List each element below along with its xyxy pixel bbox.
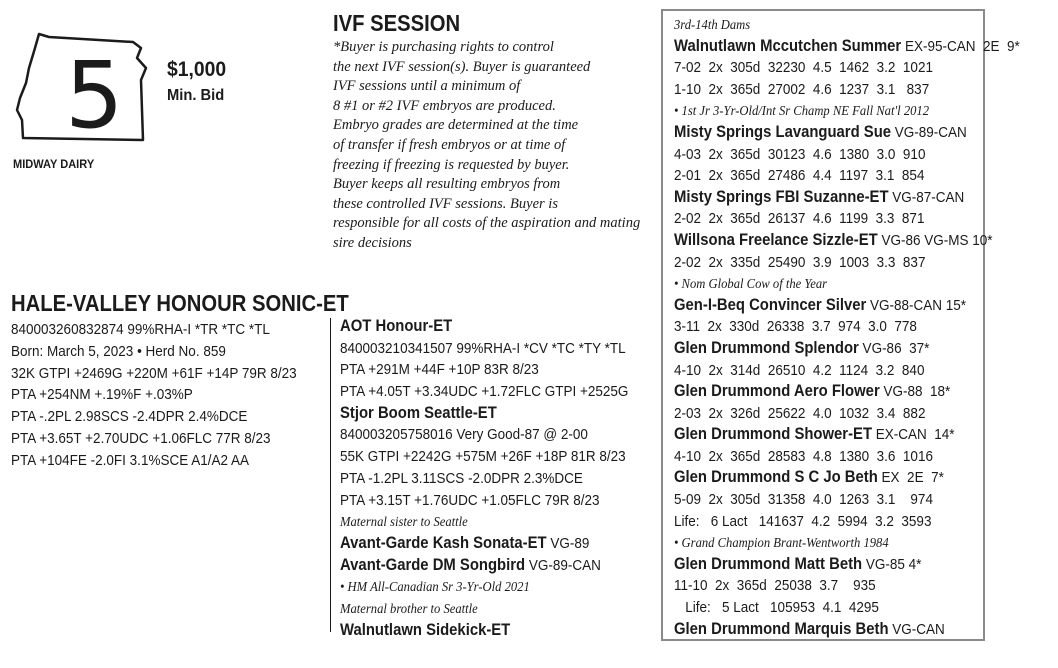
animal-entry-name: Glen Drummond Aero Flower <box>674 382 880 401</box>
record-text: 4-03 2x 365d 30123 4.6 1380 3.0 910 <box>674 145 926 163</box>
ivf-terms-line: Embryo grades are determined at the time <box>333 117 579 134</box>
record-text: 2-03 2x 326d 25622 4.0 1032 3.4 882 <box>674 404 926 422</box>
record-line <box>340 446 628 468</box>
minimum-bid-price: $1,000 <box>167 58 227 81</box>
record-line <box>674 165 1020 187</box>
ivf-terms-line: freezing if freezing is requested by buyer. <box>333 156 570 173</box>
ivf-terms-line: sire decisions <box>333 234 412 251</box>
ivf-terms-line: responsible for all costs of the aspiration and mating <box>333 215 641 232</box>
record-text: 5-09 2x 305d 31358 4.0 1263 3.1 974 <box>674 491 933 509</box>
animal-entry-name: Walnutlawn Sidekick-ET <box>340 620 511 639</box>
animal-entry <box>340 316 628 338</box>
animal-entry <box>674 295 1020 317</box>
record-line <box>340 424 628 446</box>
animal-entry-name: Glen Drummond Marquis Beth <box>674 619 889 638</box>
record-text: PTA +291M +44F +10P 83R 8/23 <box>340 361 539 379</box>
animal-entry-name: Stjor Boom Seattle-ET <box>340 403 497 422</box>
classification-score: VG-89 <box>546 534 590 552</box>
classification-score: EX 2E 7* <box>877 469 944 487</box>
record-text: 4-10 2x 314d 26510 4.2 1124 3.2 840 <box>674 361 925 379</box>
record-text: 4-10 2x 365d 28583 4.8 1380 3.6 1016 <box>674 447 933 465</box>
record-text: 55K GTPI +2242G +575M +26F +18P 81R 8/23 <box>340 448 626 466</box>
pedigree-note <box>674 100 1020 122</box>
record-line <box>674 575 1020 597</box>
pedigree-note <box>674 273 1020 295</box>
record-text: 1-10 2x 365d 27002 4.6 1237 3.1 837 <box>674 80 930 98</box>
animal-entry <box>674 467 1020 489</box>
ivf-terms-line: IVF sessions until a minimum of <box>333 78 521 95</box>
record-line <box>340 338 628 360</box>
animal-entry <box>674 554 1020 576</box>
record-text: Life: 6 Lact 141637 4.2 5994 3.2 3593 <box>674 512 932 530</box>
animal-entry-name: Avant-Garde Kash Sonata-ET <box>340 533 547 552</box>
animal-entry <box>340 555 628 577</box>
record-text: PTA -1.2PL 3.11SCS -2.0DPR 2.3%DCE <box>340 469 583 487</box>
record-line <box>674 208 1020 230</box>
record-text: 2-02 2x 335d 25490 3.9 1003 3.3 837 <box>674 253 926 271</box>
record-line <box>340 468 628 490</box>
record-text: Life: 5 Lact 105953 4.1 4295 <box>674 599 879 617</box>
record-line <box>340 490 628 512</box>
animal-entry <box>340 403 628 425</box>
record-line <box>674 446 1020 468</box>
animal-entry-name: Walnutlawn Mccutchen Summer <box>674 36 902 55</box>
classification-score: VG-88 18* <box>879 383 951 401</box>
record-line <box>674 360 1020 382</box>
classification-score: VG-86 37* <box>858 339 930 357</box>
pedigree-note-text: Maternal brother to Seattle <box>340 601 478 617</box>
record-text: 11-10 2x 365d 25038 3.7 935 <box>674 577 876 595</box>
animal-details <box>11 319 328 472</box>
column-divider <box>330 318 331 632</box>
record-line <box>674 489 1020 511</box>
animal-name: HALE-VALLEY HONOUR SONIC-ET <box>11 290 349 316</box>
animal-entry <box>674 619 1020 641</box>
consignor-name: MIDWAY DAIRY <box>13 157 95 171</box>
record-line <box>674 511 1020 533</box>
classification-score: VG-CAN <box>888 620 945 638</box>
record-text: 3-11 2x 330d 26338 3.7 974 3.0 778 <box>674 318 917 336</box>
record-line <box>674 316 1020 338</box>
record-line <box>340 359 628 381</box>
classification-score: VG-87-CAN <box>888 188 965 206</box>
animal-entry-name: Glen Drummond Shower-ET <box>674 425 873 444</box>
classification-score: VG-88-CAN 15* <box>866 296 967 314</box>
animal-entry <box>340 620 628 642</box>
animal-entry-name: Willsona Freelance Sizzle-ET <box>674 230 878 249</box>
pedigree-note <box>340 511 628 533</box>
record-line <box>674 403 1020 425</box>
record-text: 840003205758016 Very Good-87 @ 2-00 <box>340 426 588 444</box>
classification-score: VG-86 VG-MS 10* <box>877 231 993 249</box>
classification-score: EX-CAN 14* <box>872 426 955 444</box>
animal-entry-name: Glen Drummond Matt Beth <box>674 554 863 573</box>
pedigree-note <box>674 14 1020 36</box>
lot-number: 5 <box>65 42 124 149</box>
animal-detail-line: 32K GTPI +2469G +220M +61F +14P 79R 8/23 <box>11 364 297 382</box>
pedigree-note-text: • HM All-Canadian Sr 3-Yr-Old 2021 <box>340 580 530 596</box>
animal-entry-name: Gen-I-Beq Convincer Silver <box>674 295 867 314</box>
record-text: 2-02 2x 365d 26137 4.6 1199 3.3 871 <box>674 210 925 228</box>
classification-score: VG-85 4* <box>862 555 922 573</box>
classification-score: VG-89-CAN <box>525 556 601 574</box>
record-line <box>674 252 1020 274</box>
animal-entry <box>674 381 1020 403</box>
ivf-terms-line: *Buyer is purchasing rights to control <box>333 39 554 55</box>
animal-entry-name: AOT Honour-ET <box>340 317 453 335</box>
record-text: 840003210341507 99%RHA-I *CV *TC *TY *TL <box>340 339 626 357</box>
record-line <box>340 381 628 403</box>
pedigree-column <box>340 316 660 641</box>
animal-detail-line: PTA -.2PL 2.98SCS -2.4DPR 2.4%DCE <box>11 408 248 426</box>
animal-detail-line: PTA +3.65T +2.70UDC +1.06FLC 77R 8/23 <box>11 429 271 447</box>
animal-entry-name: Misty Springs Lavanguard Sue <box>674 122 892 141</box>
animal-entry-name: Avant-Garde DM Songbird <box>340 555 526 574</box>
pedigree-note <box>340 598 628 620</box>
pedigree-note-text: • Grand Champion Brant-Wentworth 1984 <box>674 536 889 552</box>
classification-score: EX-95-CAN 2E 9* <box>901 37 1020 55</box>
ivf-session-title: IVF SESSION <box>333 10 461 36</box>
animal-entry-name: Glen Drummond S C Jo Beth <box>674 468 878 487</box>
record-text: PTA +4.05T +3.34UDC +1.72FLC GTPI +2525G <box>340 383 629 401</box>
animal-detail-line: 840003260832874 99%RHA-I *TR *TC *TL <box>11 321 270 338</box>
dams-list <box>674 14 1058 640</box>
ivf-terms-line: these controlled IVF sessions. Buyer is <box>333 195 558 212</box>
ivf-terms-line: Buyer keeps all resulting embryos from <box>333 176 561 193</box>
animal-detail-line: Born: March 5, 2023 • Herd No. 859 <box>11 342 226 360</box>
animal-entry <box>674 36 1020 58</box>
record-line <box>674 597 1020 619</box>
ivf-terms-line: of transfer if fresh embryos or at time of <box>333 136 566 153</box>
animal-entry-name: Misty Springs FBI Suzanne-ET <box>674 187 889 206</box>
animal-entry <box>674 187 1020 209</box>
animal-entry <box>674 424 1020 446</box>
record-line <box>674 144 1020 166</box>
pedigree-note-text: Maternal sister to Seattle <box>340 515 468 531</box>
record-line <box>674 57 1020 79</box>
animal-detail-line: PTA +254NM +.19%F +.03%P <box>11 386 193 404</box>
pedigree-note <box>674 532 1020 554</box>
animal-entry-name: Glen Drummond Splendor <box>674 338 859 357</box>
animal-entry <box>674 230 1020 252</box>
animal-entry <box>674 122 1020 144</box>
record-text: 2-01 2x 365d 27486 4.4 1197 3.1 854 <box>674 167 925 185</box>
ivf-session-terms <box>333 38 641 254</box>
record-text: PTA +3.15T +1.76UDC +1.05FLC 79R 8/23 <box>340 491 600 509</box>
animal-entry <box>674 338 1020 360</box>
ivf-terms-line: the next IVF session(s). Buyer is guaranteed <box>333 58 591 75</box>
record-text: 7-02 2x 305d 32230 4.5 1462 3.2 1021 <box>674 59 933 77</box>
record-line <box>674 79 1020 101</box>
animal-entry <box>340 533 628 555</box>
pedigree-note-text: • 1st Jr 3-Yr-Old/Int Sr Champ NE Fall Nat'l 2012 <box>674 104 930 120</box>
pedigree-note-text: • Nom Global Cow of the Year <box>674 277 828 293</box>
classification-score: VG-89-CAN <box>891 123 967 141</box>
pedigree-note-text: 3rd-14th Dams <box>674 18 751 33</box>
ivf-terms-line: 8 #1 or #2 IVF embryos are produced. <box>333 97 556 114</box>
animal-detail-line: PTA +104FE -2.0FI 3.1%SCE A1/A2 AA <box>11 451 250 469</box>
minimum-bid-label: Min. Bid <box>167 87 225 104</box>
pedigree-note <box>340 576 628 598</box>
